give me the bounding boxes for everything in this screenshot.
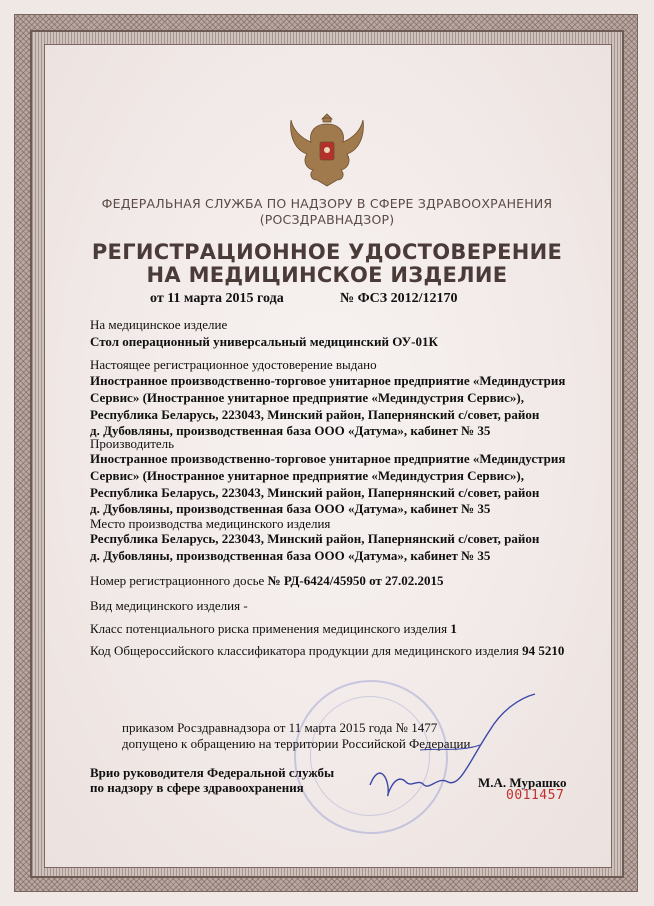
issued-to-line: Иностранное производственно-торговое унитарное предприятие «Мединдустрия <box>90 373 566 388</box>
certificate-date: от 11 марта 2015 года <box>150 291 284 306</box>
risk-class-row <box>90 621 457 637</box>
document-title-line1: РЕГИСТРАЦИОННОЕ УДОСТОВЕРЕНИЕ <box>91 240 563 264</box>
okp-code-value: 94 5210 <box>522 643 565 658</box>
certificate-date-number <box>150 291 550 307</box>
device-label: На медицинское изделие <box>90 317 228 332</box>
coat-of-arms-icon <box>283 108 371 188</box>
signatory-title-line2: по надзору в сфере здравоохранения <box>90 780 304 795</box>
agency-abbreviation: (РОСЗДРАВНАДЗОР) <box>259 212 395 227</box>
risk-class-value: 1 <box>450 621 457 636</box>
production-site-label: Место производства медицинского изделия <box>90 516 331 531</box>
production-site-details <box>90 531 590 565</box>
manufacturer-label: Производитель <box>90 436 175 451</box>
order-line2: допущено к обращению на территории Российской Федерации. <box>122 736 474 751</box>
risk-class-label: Класс потенциального риска применения медицинского изделия <box>90 621 448 636</box>
issued-to-line: Сервис» (Иностранное унитарное предприятие «Мединдустрия Сервис»), <box>90 389 525 405</box>
manufacturer-line: Сервис» (Иностранное унитарное предприятие «Мединдустрия Сервис»), <box>90 467 525 483</box>
okp-code-row <box>90 643 564 659</box>
production-site-line: Республика Беларусь, 223043, Минский район, Папернянский с/совет, район <box>90 531 540 546</box>
agency-name: ФЕДЕРАЛЬНАЯ СЛУЖБА ПО НАДЗОРУ В СФЕРЕ ЗДРАВООХРАНЕНИЯ <box>101 196 553 211</box>
dossier-label: Номер регистрационного досье <box>90 573 265 588</box>
dossier-row <box>90 573 444 589</box>
issued-to-line: д. Дубовляны, производственная база ООО «Датума», кабинет № 35 <box>90 423 491 439</box>
manufacturer-details <box>90 451 590 518</box>
issued-to-line: Республика Беларусь, 223043, Минский район, Папернянский с/совет, район <box>90 406 540 422</box>
certificate-number: № ФСЗ 2012/12170 <box>340 291 458 306</box>
document-title-line2: НА МЕДИЦИНСКОЕ ИЗДЕЛИЕ <box>146 263 508 287</box>
signatory-title-line1: Врио руководителя Федеральной службы <box>90 765 335 780</box>
manufacturer-line: д. Дубовляны, производственная база ООО «Датума», кабинет № 35 <box>90 501 491 517</box>
manufacturer-line: Республика Беларусь, 223043, Минский район, Папернянский с/совет, район <box>90 484 540 500</box>
device-value: Стол операционный универсальный медицинский ОУ-01К <box>90 334 438 349</box>
signatory-name: М.А. Мурашко <box>478 775 567 790</box>
order-line1: приказом Росздравнадзора от 11 марта 2015 года № 1477 <box>122 720 438 735</box>
device-type-label: Вид медицинского изделия - <box>90 598 248 613</box>
okp-code-label: Код Общероссийского классификатора продукции для медицинского изделия <box>90 643 519 658</box>
dossier-value: № РД-6424/45950 от 27.02.2015 <box>267 573 444 588</box>
issued-to-label: Настоящее регистрационное удостоверение выдано <box>90 357 377 372</box>
production-site-line: д. Дубовляны, производственная база ООО «Датума», кабинет № 35 <box>90 547 491 563</box>
manufacturer-line: Иностранное производственно-торговое унитарное предприятие «Мединдустрия <box>90 451 566 466</box>
serial-number: 0011457 <box>506 788 565 803</box>
issued-to-details <box>90 373 590 440</box>
